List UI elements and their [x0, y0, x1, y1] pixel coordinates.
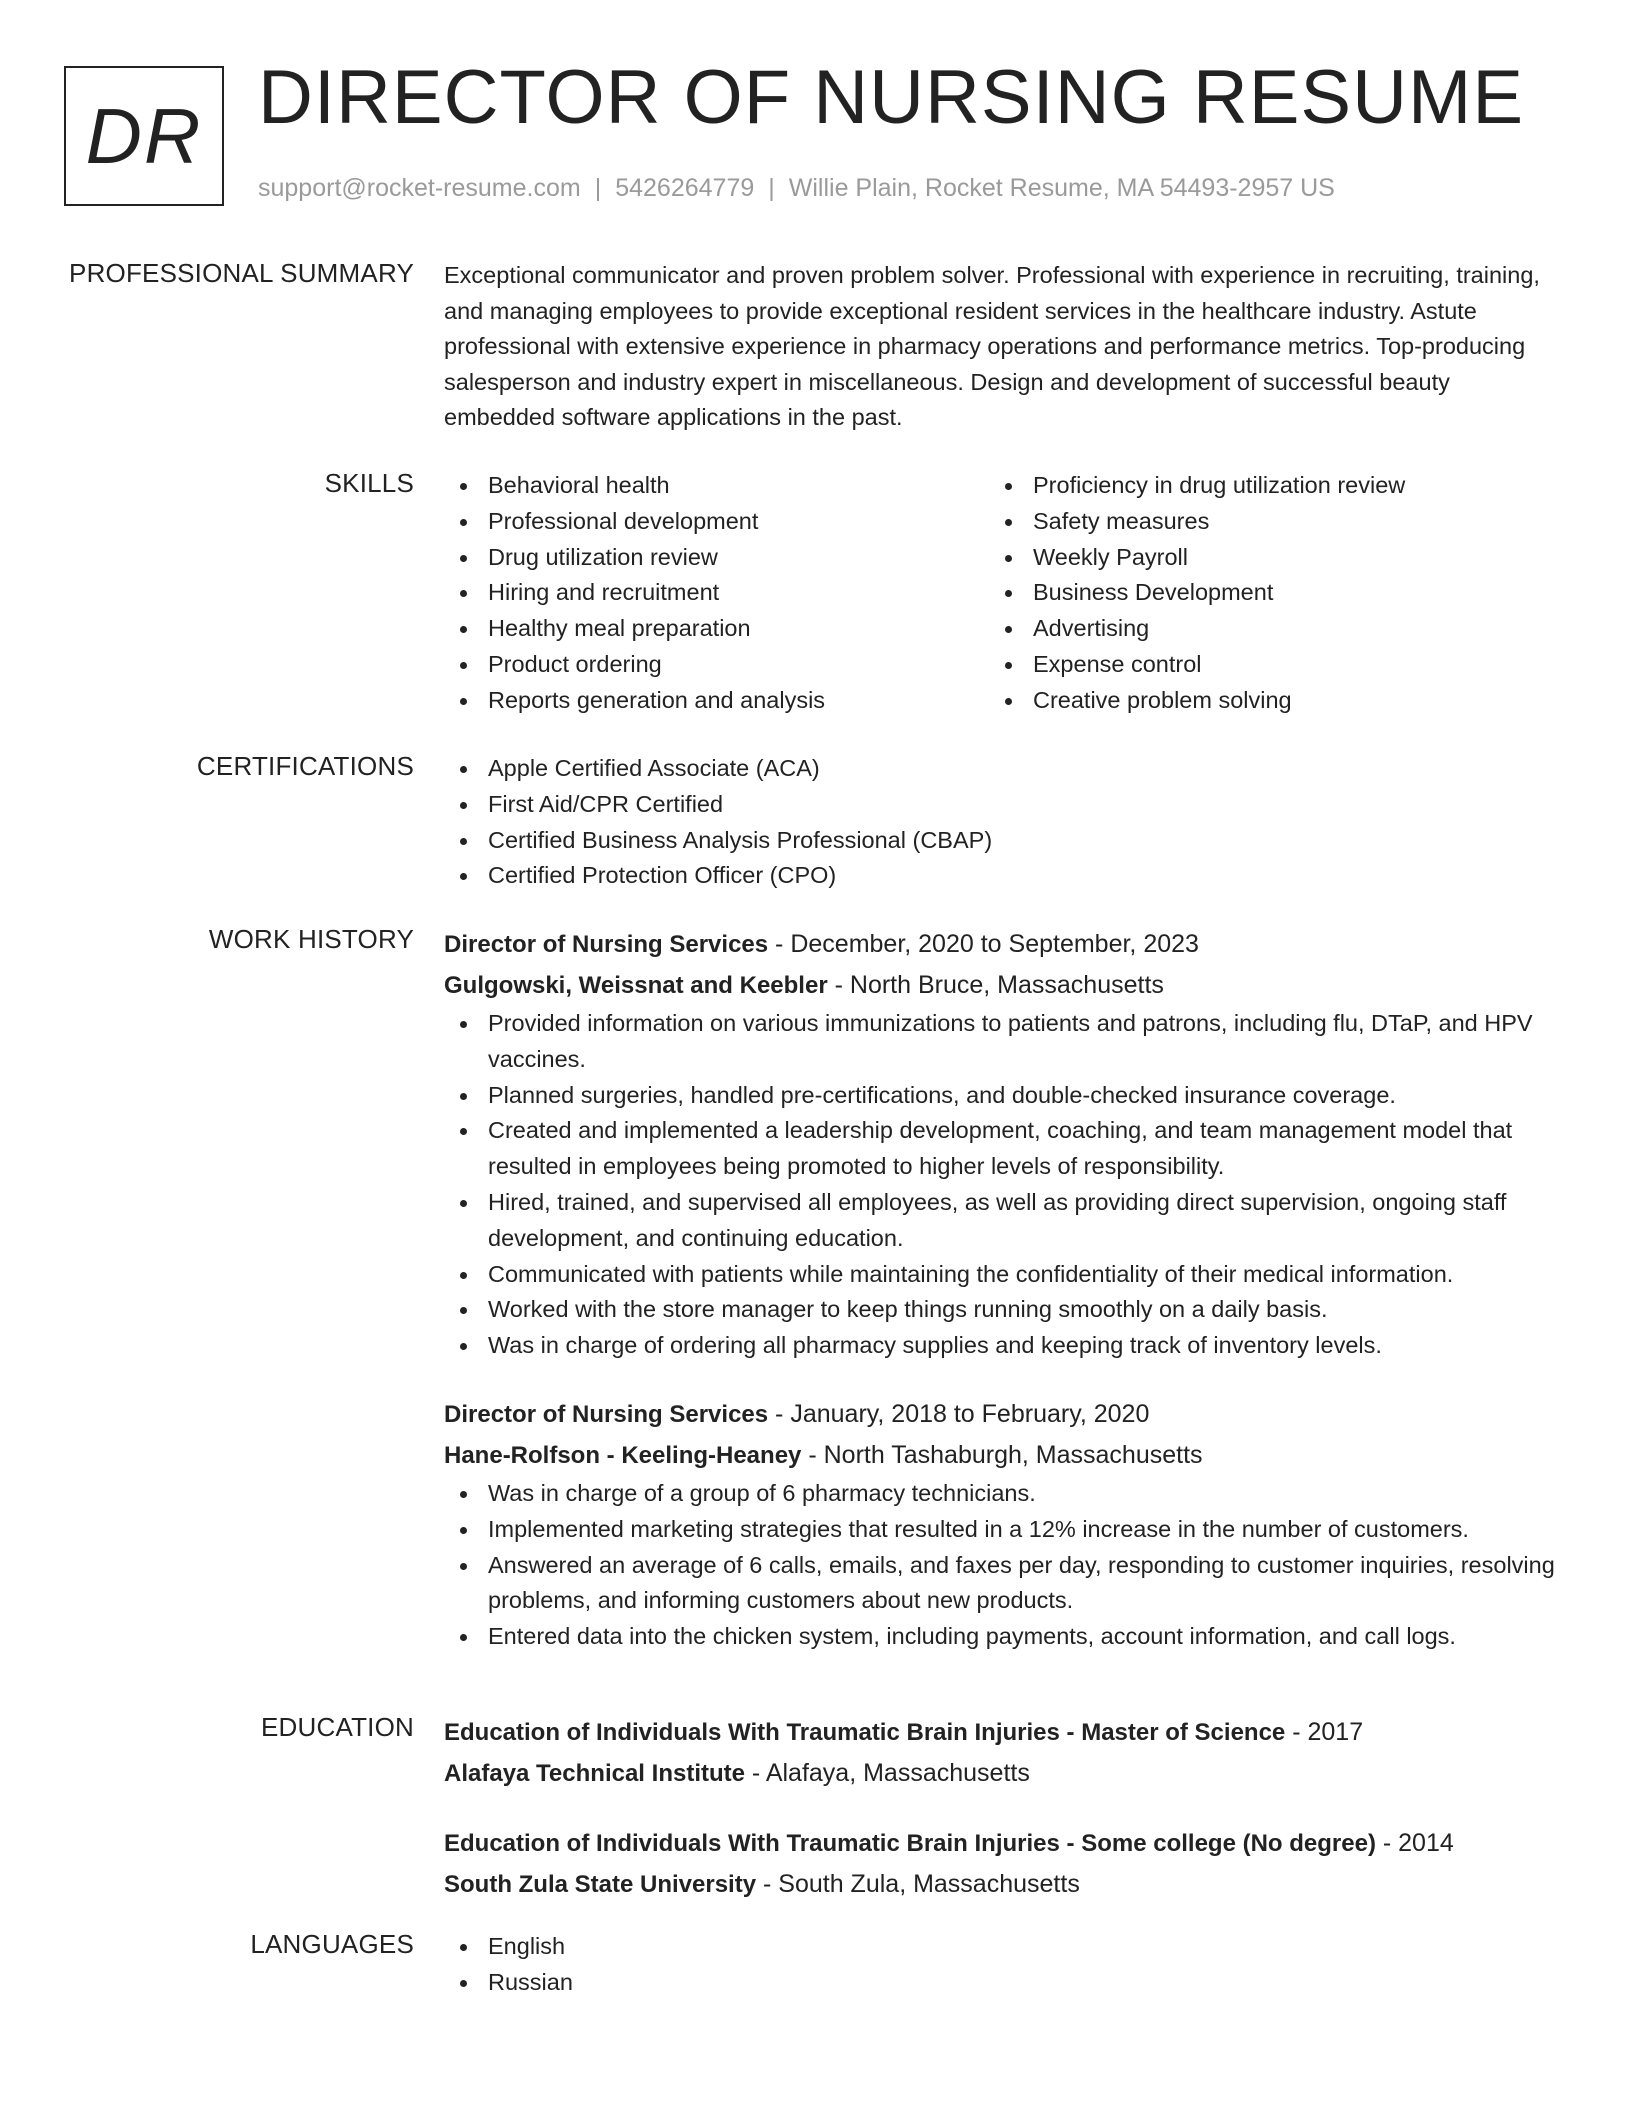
education-entry: [444, 1823, 1564, 1905]
language-item: Russian: [444, 1965, 1564, 2001]
contact-separator: |: [768, 174, 775, 202]
section-heading-certifications: CERTIFICATIONS: [196, 751, 414, 781]
contact-line: [258, 174, 1335, 203]
skill-item: Behavioral health: [444, 468, 989, 504]
job-bullet: Worked with the store manager to keep things running smoothly on a daily basis.: [444, 1292, 1564, 1328]
language-item: English: [444, 1929, 1564, 1965]
job-dates: - December, 2020 to September, 2023: [768, 930, 1199, 958]
job-bullet: Was in charge of ordering all pharmacy supplies and keeping track of inventory levels.: [444, 1328, 1564, 1364]
resume-title: DIRECTOR OF NURSING RESUME: [258, 55, 1525, 140]
skills-list-right: [989, 468, 1534, 719]
section-heading-education: EDUCATION: [261, 1712, 414, 1742]
job-bullet: Provided information on various immunizations to patients and patrons, including flu, DTaP, and HPV vaccines.: [444, 1006, 1564, 1078]
job-entry: [444, 924, 1564, 1364]
skill-item: Business Development: [989, 575, 1534, 611]
education-school: South Zula State University: [444, 1871, 757, 1898]
education-entry: [444, 1712, 1564, 1794]
job-bullet: Was in charge of a group of 6 pharmacy technicians.: [444, 1476, 1564, 1512]
section-heading-skills: SKILLS: [324, 468, 414, 498]
section-heading-work-history: WORK HISTORY: [208, 924, 414, 954]
job-bullet: Communicated with patients while maintaining the confidentiality of their medical information.: [444, 1257, 1564, 1293]
certification-item: First Aid/CPR Certified: [444, 787, 1564, 823]
job-company: Gulgowski, Weissnat and Keebler: [444, 972, 828, 999]
job-bullet: Planned surgeries, handled pre-certifications, and double-checked insurance coverage.: [444, 1078, 1564, 1114]
education-school-line: [444, 1753, 1564, 1794]
job-bullet: Implemented marketing strategies that resulted in a 12% increase in the number of customers.: [444, 1512, 1564, 1548]
contact-email[interactable]: support@rocket-resume.com: [258, 174, 581, 202]
skill-item: Creative problem solving: [989, 683, 1534, 719]
job-responsibilities: [444, 1006, 1564, 1364]
monogram-box: [64, 66, 224, 206]
skill-item: Weekly Payroll: [989, 540, 1534, 576]
skill-item: Hiring and recruitment: [444, 575, 989, 611]
summary-text: Exceptional communicator and proven problem solver. Professional with experience in recruiting, training, and managing employees to provide exceptional resident services in the healthcare industry. Astute professional with extensive experience in pharmacy operations and performance metrics. Top-producing salesperson and industry expert in miscellaneous. Design and development of successful beauty embedded software applications in the past.: [444, 262, 1540, 430]
monogram-initials: DR: [85, 91, 203, 180]
education-location: - Alafaya, Massachusetts: [744, 1759, 1030, 1787]
skill-item: Reports generation and analysis: [444, 683, 989, 719]
education-year: - 2017: [1285, 1718, 1364, 1746]
job-bullet: Hired, trained, and supervised all employees, as well as providing direct supervision, ongoing staff development, and continuing education.: [444, 1185, 1564, 1257]
job-bullet: Created and implemented a leadership development, coaching, and team management model that resulted in employees being promoted to higher levels of responsibility.: [444, 1113, 1564, 1185]
job-responsibilities: [444, 1476, 1564, 1655]
job-title: Director of Nursing Services: [444, 931, 769, 958]
job-location: - North Tashaburgh, Massachusetts: [801, 1440, 1203, 1469]
education-degree-line: [444, 1712, 1564, 1753]
contact-separator: |: [594, 174, 602, 202]
skill-item: Healthy meal preparation: [444, 611, 989, 647]
skills-list-left: [444, 468, 989, 719]
certification-item: Apple Certified Associate (ACA): [444, 751, 1564, 787]
certifications-list: [444, 751, 1564, 894]
job-company-line: [444, 965, 1564, 1006]
job-company-line: [444, 1435, 1564, 1476]
job-bullet: Answered an average of 6 calls, emails, and faxes per day, responding to customer inquiries, resolving problems, and informing customers about new products.: [444, 1548, 1564, 1620]
job-title-line: [444, 1394, 1564, 1435]
education-school-line: [444, 1864, 1564, 1905]
job-bullet: Entered data into the chicken system, including payments, account information, and call logs.: [444, 1619, 1564, 1655]
job-entry: [444, 1394, 1564, 1655]
section-heading-summary: PROFESSIONAL SUMMARY: [69, 258, 414, 288]
skill-item: Proficiency in drug utilization review: [989, 468, 1534, 504]
education-degree: Education of Individuals With Traumatic Brain Injuries - Some college (No degree): [444, 1830, 1376, 1857]
skill-item: Safety measures: [989, 504, 1534, 540]
job-dates: - January, 2018 to February, 2020: [768, 1399, 1150, 1428]
education-location: - South Zula, Massachusetts: [756, 1870, 1080, 1898]
certification-item: Certified Protection Officer (CPO): [444, 858, 1564, 894]
skill-item: Advertising: [989, 611, 1534, 647]
education-school: Alafaya Technical Institute: [444, 1760, 745, 1787]
education-degree-line: [444, 1823, 1564, 1864]
job-title-line: [444, 924, 1564, 965]
education-degree: Education of Individuals With Traumatic Brain Injuries - Master of Science: [444, 1719, 1286, 1746]
contact-phone[interactable]: 5426264779: [615, 174, 755, 202]
contact-address: Willie Plain, Rocket Resume, MA 54493-2957 US: [788, 174, 1335, 202]
skill-item: Professional development: [444, 504, 989, 540]
section-heading-languages: LANGUAGES: [250, 1929, 414, 1959]
certification-item: Certified Business Analysis Professional (CBAP): [444, 823, 1564, 859]
job-location: - North Bruce, Massachusetts: [827, 971, 1164, 999]
education-year: - 2014: [1375, 1829, 1454, 1857]
skill-item: Expense control: [989, 647, 1534, 683]
job-company: Hane-Rolfson - Keeling-Heaney: [444, 1441, 802, 1469]
skill-item: Drug utilization review: [444, 540, 989, 576]
job-title: Director of Nursing Services: [444, 1400, 769, 1428]
skill-item: Product ordering: [444, 647, 989, 683]
languages-list: [444, 1929, 1564, 2001]
